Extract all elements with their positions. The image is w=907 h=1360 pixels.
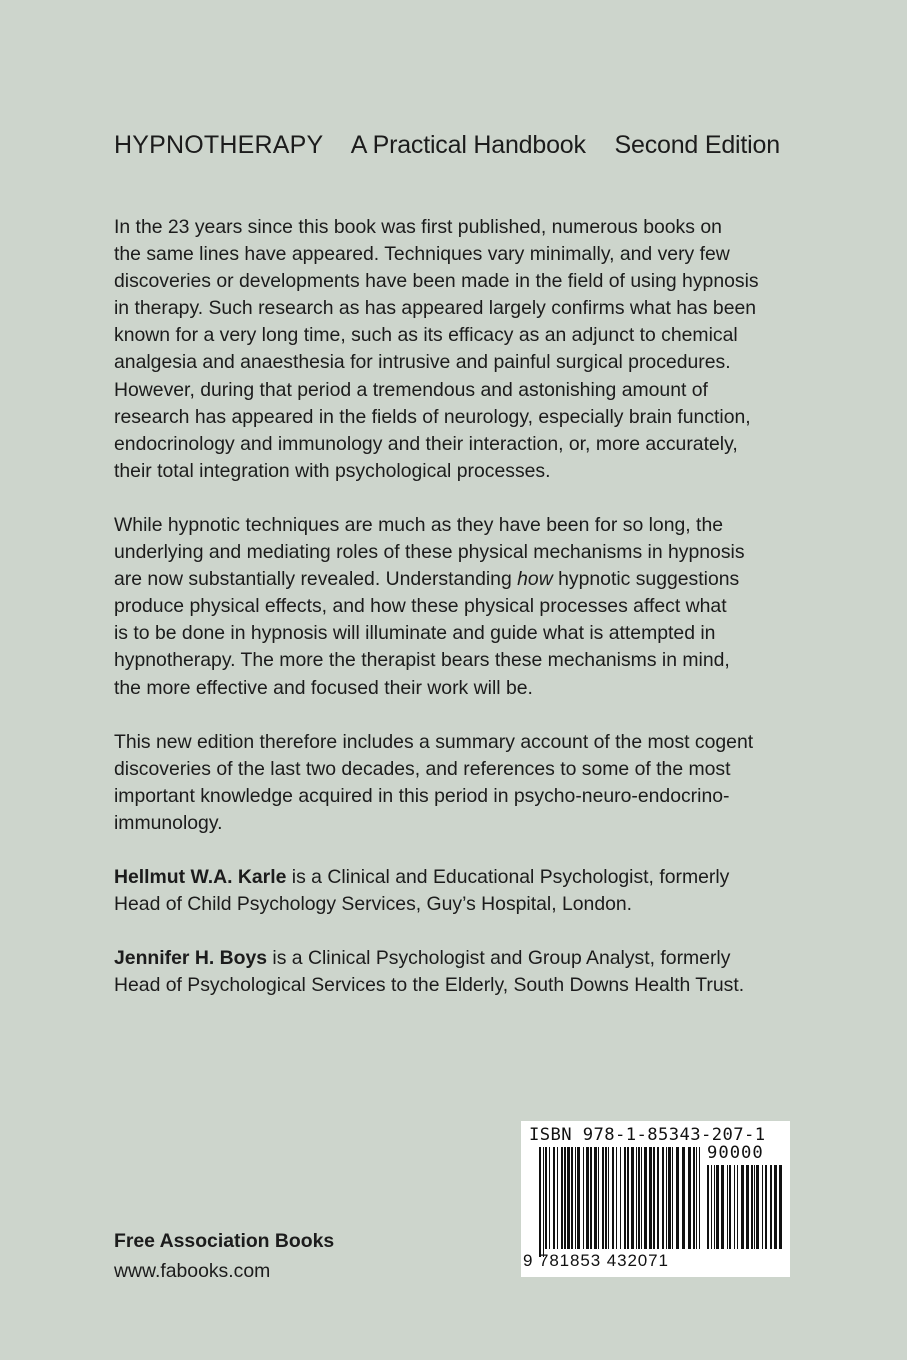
barcode-bar <box>571 1147 573 1249</box>
publisher-url: www.fabooks.com <box>114 1260 271 1282</box>
barcode-bar <box>762 1165 763 1249</box>
barcode-bar <box>765 1165 767 1249</box>
barcode-bar <box>662 1147 664 1249</box>
barcode-bar <box>545 1147 547 1249</box>
barcode-bar <box>598 1147 599 1249</box>
barcode-bar <box>549 1147 550 1249</box>
blurb-line: produce physical effects, and how these physical processes affect what <box>114 595 727 618</box>
barcode-bar <box>676 1147 679 1249</box>
barcode-bar <box>721 1165 724 1249</box>
barcode-bar <box>616 1147 617 1249</box>
barcode-bar <box>756 1165 759 1249</box>
blurb-line: the more effective and focused their work will be. <box>114 676 533 699</box>
barcode-bar <box>644 1147 647 1249</box>
barcode-bar <box>590 1147 592 1249</box>
isbn-barcode <box>521 1121 790 1277</box>
barcode-bar <box>672 1147 673 1249</box>
barcode-bar <box>693 1147 695 1249</box>
barcode-bar <box>668 1147 671 1249</box>
barcode-bar <box>605 1147 607 1249</box>
barcode-bar <box>583 1147 584 1249</box>
barcode-bar <box>539 1147 541 1257</box>
barcode-bar <box>751 1165 753 1249</box>
author-name: Hellmut W.A. Karle <box>114 865 287 888</box>
barcode-bar <box>636 1147 637 1249</box>
title-line <box>114 131 780 160</box>
barcode-bar <box>575 1147 576 1249</box>
barcode-bar <box>754 1165 755 1249</box>
barcode-bar <box>631 1147 634 1249</box>
barcode-bar <box>564 1147 566 1249</box>
publisher-name: Free Association Books <box>114 1230 335 1252</box>
barcode-bar <box>627 1147 629 1249</box>
barcode-bar <box>620 1147 621 1249</box>
blurb-paragraph-2 <box>114 512 804 702</box>
blurb-line: immunology. <box>114 811 223 834</box>
blurb-text: hypnotic suggestions <box>552 568 740 591</box>
barcode-bar <box>543 1147 544 1257</box>
barcode-bar <box>557 1147 558 1249</box>
barcode-bar <box>641 1147 642 1249</box>
blurb-line: discoveries or developments have been made in the field of using hypnosis <box>114 270 759 293</box>
blurb-line: their total integration with psychological processes. <box>114 459 551 482</box>
ean-digits: 9 781853 432071 <box>523 1251 669 1270</box>
blurb-line: is to be done in hypnosis will illuminate and guide what is attempted in <box>114 622 716 645</box>
blurb-line: This new edition therefore includes a summary account of the most cogent <box>114 730 754 753</box>
barcode-bar <box>594 1147 597 1249</box>
barcode-bar <box>653 1147 655 1249</box>
blurb-line: the same lines have appeared. Techniques vary minimally, and very few <box>114 243 730 266</box>
barcode-bar <box>779 1165 782 1249</box>
blurb-line: important knowledge acquired in this period in psycho-neuro-endocrino- <box>114 784 730 807</box>
barcode-bar <box>688 1147 691 1249</box>
blurb-line: endocrinology and immunology and their interaction, or, more accurately, <box>114 432 738 455</box>
barcode-bar <box>567 1147 570 1249</box>
isbn-label: ISBN 978-1-85343-207-1 <box>529 1125 766 1145</box>
author-bio-karle <box>114 864 804 918</box>
author-bio-boys <box>114 945 804 999</box>
author-bio-line <box>114 945 804 972</box>
blurb-line: underlying and mediating roles of these physical mechanisms in hypnosis <box>114 541 745 564</box>
blurb-line: In the 23 years since this book was first published, numerous books on <box>114 216 722 238</box>
barcode-bar <box>707 1165 709 1249</box>
barcode-bar <box>649 1147 652 1249</box>
barcode-bar <box>714 1165 715 1249</box>
author-name: Jennifer H. Boys <box>114 947 268 970</box>
blurb-line: research has appeared in the fields of neurology, especially brain function, <box>114 405 751 428</box>
blurb-paragraph-1 <box>114 214 804 485</box>
price-code: 90000 <box>707 1143 764 1163</box>
book-edition: Second Edition <box>614 131 780 159</box>
barcode-bar <box>657 1147 659 1249</box>
barcode-bar <box>770 1165 772 1249</box>
blurb-text: are now substantially revealed. Understanding <box>114 568 518 591</box>
blurb-paragraph-3 <box>114 729 804 837</box>
publisher-block <box>114 1226 334 1286</box>
barcode-bar <box>602 1147 604 1249</box>
barcode-bar <box>711 1165 712 1249</box>
barcode-bar <box>608 1147 609 1249</box>
author-bio-line <box>114 864 804 891</box>
barcode-bar <box>586 1147 589 1249</box>
barcode-bar <box>666 1147 667 1249</box>
blurb-line: hypnotherapy. The more the therapist bears these mechanisms in mind, <box>114 649 730 672</box>
author-bio-text: is a Clinical and Educational Psychologist, formerly <box>286 865 730 888</box>
barcode-bar <box>561 1147 563 1249</box>
book-title: HYPNOTHERAPY <box>114 131 324 159</box>
book-subtitle: A Practical Handbook <box>350 131 586 159</box>
barcode-bar <box>741 1165 744 1249</box>
blurb-line: discoveries of the last two decades, and references to some of the most <box>114 757 731 780</box>
barcode-bar <box>716 1165 719 1249</box>
author-bio-line: Head of Psychological Services to the Elderly, South Downs Health Trust. <box>114 974 745 997</box>
barcode-bar <box>624 1147 626 1249</box>
blurb-line: in therapy. Such research as has appeared largely confirms what has been <box>114 297 757 320</box>
barcode-bar <box>727 1165 728 1249</box>
author-bio-text: is a Clinical Psychologist and Group Analyst, formerly <box>267 947 731 970</box>
blurb <box>114 214 804 1026</box>
blurb-line <box>114 566 804 593</box>
blurb-line: While hypnotic techniques are much as they have been for so long, the <box>114 513 724 536</box>
blurb-line: analgesia and anaesthesia for intrusive and painful surgical procedures. <box>114 351 731 374</box>
author-bio-line: Head of Child Psychology Services, Guy’s Hospital, London. <box>114 893 633 916</box>
barcode-bar <box>638 1147 640 1249</box>
barcode-bar <box>612 1147 614 1249</box>
barcode-bar <box>553 1147 555 1249</box>
blurb-line: However, during that period a tremendous and astonishing amount of <box>114 378 708 401</box>
barcode-bar <box>696 1147 697 1249</box>
barcode-bar <box>699 1147 700 1249</box>
barcode-bar <box>737 1165 738 1249</box>
barcode-bar <box>577 1147 580 1249</box>
barcode-bar <box>746 1165 749 1249</box>
barcode-bar <box>734 1165 735 1249</box>
barcode-bar <box>682 1147 685 1249</box>
barcode-bar <box>729 1165 731 1249</box>
barcode-bar <box>774 1165 777 1249</box>
emphasis-how: how <box>517 568 553 591</box>
blurb-line: known for a very long time, such as its efficacy as an adjunct to chemical <box>114 324 738 347</box>
